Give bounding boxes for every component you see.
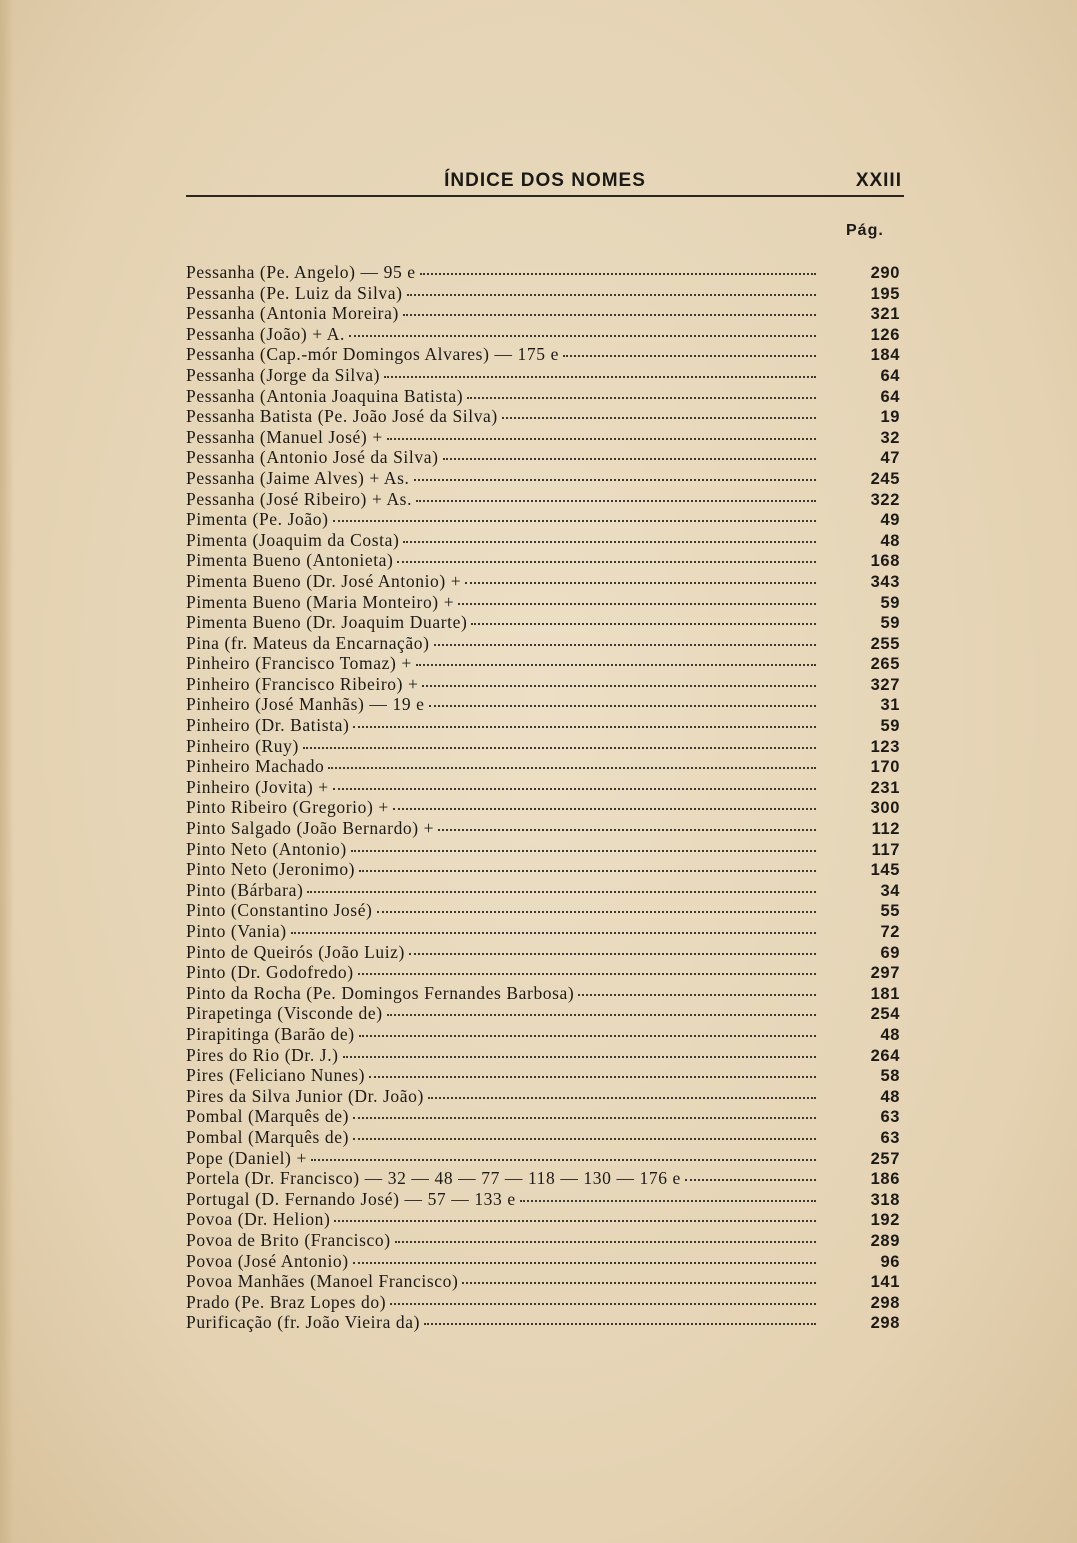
- index-entry: [186, 633, 900, 654]
- index-entry: [186, 1189, 900, 1210]
- entry-page-number: 112: [871, 820, 900, 839]
- dot-leader: [358, 969, 816, 975]
- dot-leader: [578, 990, 816, 996]
- entry-page-number: 59: [880, 614, 900, 633]
- index-entry: [186, 550, 900, 571]
- index-entry: [186, 942, 900, 963]
- dot-leader: [390, 1299, 816, 1305]
- entry-name: Pinheiro (Dr. Batista): [186, 715, 350, 736]
- entry-page-number: 34: [880, 881, 900, 900]
- entry-page-number: 184: [870, 346, 900, 365]
- dot-leader: [438, 825, 816, 831]
- entry-name: Purificação (fr. João Vieira da): [186, 1312, 421, 1333]
- entry-page-number: 64: [880, 366, 900, 385]
- entry-name: Pinheiro (Jovita) +: [186, 776, 329, 797]
- index-entry: [186, 1045, 900, 1066]
- index-entry: [186, 344, 900, 365]
- entry-page-number: 289: [870, 1231, 900, 1250]
- entry-name: Pinto da Rocha (Pe. Domingos Fernandes Barbosa): [186, 982, 575, 1003]
- entry-name: Pessanha (Cap.-mór Domingos Alvares) — 175 e: [186, 344, 559, 365]
- dot-leader: [311, 1155, 816, 1161]
- entry-name: Pessanha (João) + A.: [186, 323, 345, 344]
- index-entry: [186, 1271, 900, 1292]
- entry-name: Pinto Neto (Antonio): [186, 838, 347, 859]
- dot-leader: [502, 413, 816, 419]
- index-entry: [186, 1003, 900, 1024]
- dot-leader: [471, 619, 816, 625]
- dot-leader: [414, 475, 816, 481]
- index-entry: [186, 1230, 900, 1251]
- entry-page-number: 186: [870, 1170, 900, 1189]
- entry-page-number: 49: [880, 511, 900, 530]
- entry-page-number: 245: [870, 469, 900, 488]
- dot-leader: [563, 351, 816, 357]
- entry-page-number: 181: [870, 984, 900, 1003]
- index-entry: [186, 797, 900, 818]
- entry-name: Pombal (Marquês de): [186, 1106, 350, 1127]
- index-entry: [186, 900, 900, 921]
- entry-name: Pessanha (Pe. Angelo) — 95 e: [186, 262, 416, 282]
- entry-page-number: 322: [870, 490, 900, 509]
- entry-page-number: 48: [880, 1087, 900, 1106]
- entry-name: Pinheiro (Francisco Tomaz) +: [186, 653, 412, 674]
- entry-page-number: 126: [870, 325, 900, 344]
- index-entry: [186, 303, 900, 324]
- entry-name: Pessanha (José Ribeiro) + As.: [186, 488, 413, 509]
- index-entry: [186, 818, 900, 839]
- index-entry: [186, 880, 900, 901]
- entry-page-number: 47: [880, 449, 900, 468]
- dot-leader: [291, 928, 816, 934]
- entry-page-number: 64: [880, 387, 900, 406]
- dot-leader: [387, 434, 816, 440]
- roman-page-number: XXIII: [855, 170, 902, 191]
- entry-name: Pessanha (Jorge da Silva): [186, 364, 381, 385]
- index-entry: [186, 715, 900, 736]
- dot-leader: [685, 1175, 816, 1181]
- dot-leader: [353, 1258, 816, 1264]
- index-entry: [186, 1251, 900, 1272]
- dot-leader: [307, 887, 816, 893]
- entry-page-number: 343: [870, 572, 900, 591]
- entry-page-number: 298: [870, 1314, 900, 1333]
- entry-page-number: 19: [880, 408, 900, 427]
- index-entry: [186, 612, 900, 633]
- entry-name: Pimenta Bueno (Maria Monteiro) +: [186, 591, 455, 612]
- entry-name: Pinheiro (Ruy): [186, 735, 299, 756]
- entry-page-number: 298: [870, 1293, 900, 1312]
- index-entry: [186, 736, 900, 757]
- index-entry: [186, 1168, 900, 1189]
- entry-page-number: 327: [870, 675, 900, 694]
- entry-name: Pinheiro (José Manhãs) — 19 e: [186, 694, 425, 715]
- name-index-list: [186, 262, 900, 1333]
- entry-page-number: 192: [870, 1211, 900, 1230]
- entry-page-number: 48: [880, 1025, 900, 1044]
- dot-leader: [351, 846, 816, 852]
- index-entry: [186, 530, 900, 551]
- dot-leader: [422, 681, 816, 687]
- entry-page-number: 145: [870, 861, 900, 880]
- entry-name: Pessanha (Jaime Alves) + As.: [186, 467, 410, 488]
- dot-leader: [434, 640, 816, 646]
- dot-leader: [387, 1010, 816, 1016]
- entry-page-number: 264: [870, 1046, 900, 1065]
- dot-leader: [359, 1031, 816, 1037]
- dot-leader: [520, 1196, 816, 1202]
- index-entry: [186, 1312, 900, 1333]
- entry-page-number: 318: [870, 1190, 900, 1209]
- entry-name: Pinto Salgado (João Bernardo) +: [186, 818, 435, 839]
- dot-leader: [428, 1093, 816, 1099]
- dot-leader: [397, 557, 816, 563]
- entry-page-number: 254: [870, 1005, 900, 1024]
- entry-page-number: 290: [870, 264, 900, 282]
- index-entry: [186, 777, 900, 798]
- dot-leader: [458, 599, 816, 605]
- entry-page-number: 31: [880, 696, 900, 715]
- index-entry: [186, 406, 900, 427]
- entry-page-number: 297: [870, 964, 900, 983]
- entry-name: Prado (Pe. Braz Lopes do): [186, 1291, 387, 1312]
- entry-page-number: 257: [870, 1149, 900, 1168]
- dot-leader: [467, 393, 816, 399]
- index-entry: [186, 283, 900, 304]
- dot-leader: [393, 804, 816, 810]
- entry-name: Povoa (Dr. Helion): [186, 1209, 331, 1230]
- entry-name: Povoa Manhães (Manoel Francisco): [186, 1271, 459, 1292]
- dot-leader: [343, 1052, 816, 1058]
- entry-page-number: 59: [880, 593, 900, 612]
- dot-leader: [416, 660, 816, 666]
- entry-name: Pessanha (Manuel José) +: [186, 426, 383, 447]
- dot-leader: [429, 701, 816, 707]
- entry-name: Pina (fr. Mateus da Encarnação): [186, 632, 430, 653]
- entry-name: Pinto (Bárbara): [186, 879, 304, 900]
- dot-leader: [403, 310, 816, 316]
- index-entry: [186, 262, 900, 283]
- dot-leader: [353, 1134, 816, 1140]
- entry-name: Pinto de Queirós (João Luiz): [186, 941, 405, 962]
- dot-leader: [334, 1216, 816, 1222]
- index-entry: [186, 921, 900, 942]
- index-entry: [186, 674, 900, 695]
- entry-page-number: 48: [880, 531, 900, 550]
- entry-name: Pinheiro Machado: [186, 756, 325, 777]
- dot-leader: [328, 763, 816, 769]
- index-entry: [186, 962, 900, 983]
- entry-page-number: 72: [880, 923, 900, 941]
- entry-name: Pinto (Vania): [186, 921, 287, 941]
- index-entry: [186, 1086, 900, 1107]
- entry-name: Pessanha (Pe. Luiz da Silva): [186, 282, 403, 303]
- dot-leader: [462, 1278, 816, 1284]
- entry-name: Pires (Feliciano Nunes): [186, 1065, 366, 1086]
- dot-leader: [395, 1237, 816, 1243]
- entry-name: Pimenta Bueno (Dr. Joaquim Duarte): [186, 612, 468, 633]
- index-entry: [186, 489, 900, 510]
- dot-leader: [384, 372, 816, 378]
- index-entry: [186, 571, 900, 592]
- entry-page-number: 265: [870, 655, 900, 674]
- entry-name: Pinto Ribeiro (Gregorio) +: [186, 797, 389, 818]
- entry-name: Pessanha (Antonia Joaquina Batista): [186, 385, 464, 406]
- entry-page-number: 96: [880, 1252, 900, 1271]
- entry-page-number: 321: [870, 305, 900, 324]
- dot-leader: [465, 578, 816, 584]
- entry-name: Pope (Daniel) +: [186, 1147, 307, 1168]
- index-entry: [186, 386, 900, 407]
- index-entry: [186, 1148, 900, 1169]
- index-entry: [186, 447, 900, 468]
- entry-page-number: 141: [870, 1273, 900, 1292]
- entry-name: Pimenta Bueno (Dr. José Antonio) +: [186, 570, 462, 591]
- entry-name: Povoa (José Antonio): [186, 1250, 349, 1271]
- entry-page-number: 55: [880, 902, 900, 921]
- entry-name: Pirapetinga (Visconde de): [186, 1003, 383, 1024]
- entry-name: Pimenta (Pe. João): [186, 509, 329, 530]
- entry-page-number: 168: [870, 552, 900, 571]
- entry-page-number: 231: [870, 778, 900, 797]
- entry-name: Portugal (D. Fernando José) — 57 — 133 e: [186, 1188, 516, 1209]
- dot-leader: [333, 516, 816, 522]
- dot-leader: [409, 949, 816, 955]
- entry-name: Pires da Silva Junior (Dr. João): [186, 1085, 424, 1106]
- entry-name: Pessanha Batista (Pe. João José da Silva): [186, 406, 498, 427]
- index-entry: [186, 756, 900, 777]
- entry-name: Pessanha (Antonio José da Silva): [186, 447, 439, 468]
- dot-leader: [377, 907, 817, 913]
- entry-name: Pires do Rio (Dr. J.): [186, 1044, 339, 1065]
- dot-leader: [443, 454, 816, 460]
- entry-name: Povoa de Brito (Francisco): [186, 1229, 391, 1250]
- entry-name: Pinto (Dr. Godofredo): [186, 962, 354, 983]
- entry-name: Pimenta Bueno (Antonieta): [186, 550, 394, 571]
- entry-name: Portela (Dr. Francisco) — 32 — 48 — 77 — 118 — 130 — 176 e: [186, 1168, 681, 1189]
- entry-name: Pinto Neto (Jeronimo): [186, 859, 356, 880]
- entry-page-number: 123: [870, 737, 900, 756]
- entry-page-number: 117: [871, 840, 900, 859]
- entry-page-number: 300: [870, 799, 900, 818]
- index-entry: [186, 1127, 900, 1148]
- entry-name: Pinto (Constantino José): [186, 900, 373, 921]
- dot-leader: [403, 537, 816, 543]
- index-entry: [186, 983, 900, 1004]
- page-title: ÍNDICE DOS NOMES: [444, 170, 646, 191]
- entry-page-number: 58: [880, 1067, 900, 1086]
- dot-leader: [349, 331, 816, 337]
- index-entry: [186, 839, 900, 860]
- dot-leader: [424, 1319, 816, 1325]
- dot-leader: [416, 496, 816, 502]
- dot-leader: [333, 784, 816, 790]
- index-entry: [186, 509, 900, 530]
- index-entry: [186, 1024, 900, 1045]
- header-rule: [186, 195, 904, 197]
- index-entry: [186, 365, 900, 386]
- running-header: [186, 168, 904, 198]
- dot-leader: [353, 1113, 816, 1119]
- entry-page-number: 255: [870, 634, 900, 653]
- dot-leader: [420, 269, 816, 275]
- dot-leader: [303, 743, 816, 749]
- index-entry: [186, 653, 900, 674]
- entry-name: Pessanha (Antonia Moreira): [186, 303, 399, 324]
- entry-name: Pinheiro (Francisco Ribeiro) +: [186, 673, 419, 694]
- dot-leader: [359, 866, 816, 872]
- entry-page-number: 195: [870, 284, 900, 303]
- index-entry: [186, 859, 900, 880]
- entry-name: Pombal (Marquês de): [186, 1126, 350, 1147]
- index-entry: [186, 1292, 900, 1313]
- index-entry: [186, 1065, 900, 1086]
- entry-page-number: 32: [880, 428, 900, 447]
- entry-page-number: 170: [870, 758, 900, 777]
- index-entry: [186, 694, 900, 715]
- index-entry: [186, 592, 900, 613]
- entry-page-number: 69: [880, 943, 900, 962]
- dot-leader: [407, 290, 816, 296]
- index-entry: [186, 1209, 900, 1230]
- dot-leader: [369, 1072, 816, 1078]
- entry-name: Pirapitinga (Barão de): [186, 1023, 355, 1044]
- index-entry: [186, 468, 900, 489]
- index-entry: [186, 1106, 900, 1127]
- entry-name: Pimenta (Joaquim da Costa): [186, 529, 400, 550]
- dot-leader: [353, 722, 816, 728]
- index-entry: [186, 324, 900, 345]
- page-column-label: Pág.: [846, 222, 884, 239]
- index-entry: [186, 427, 900, 448]
- entry-page-number: 63: [880, 1128, 900, 1147]
- entry-page-number: 59: [880, 717, 900, 736]
- entry-page-number: 63: [880, 1108, 900, 1127]
